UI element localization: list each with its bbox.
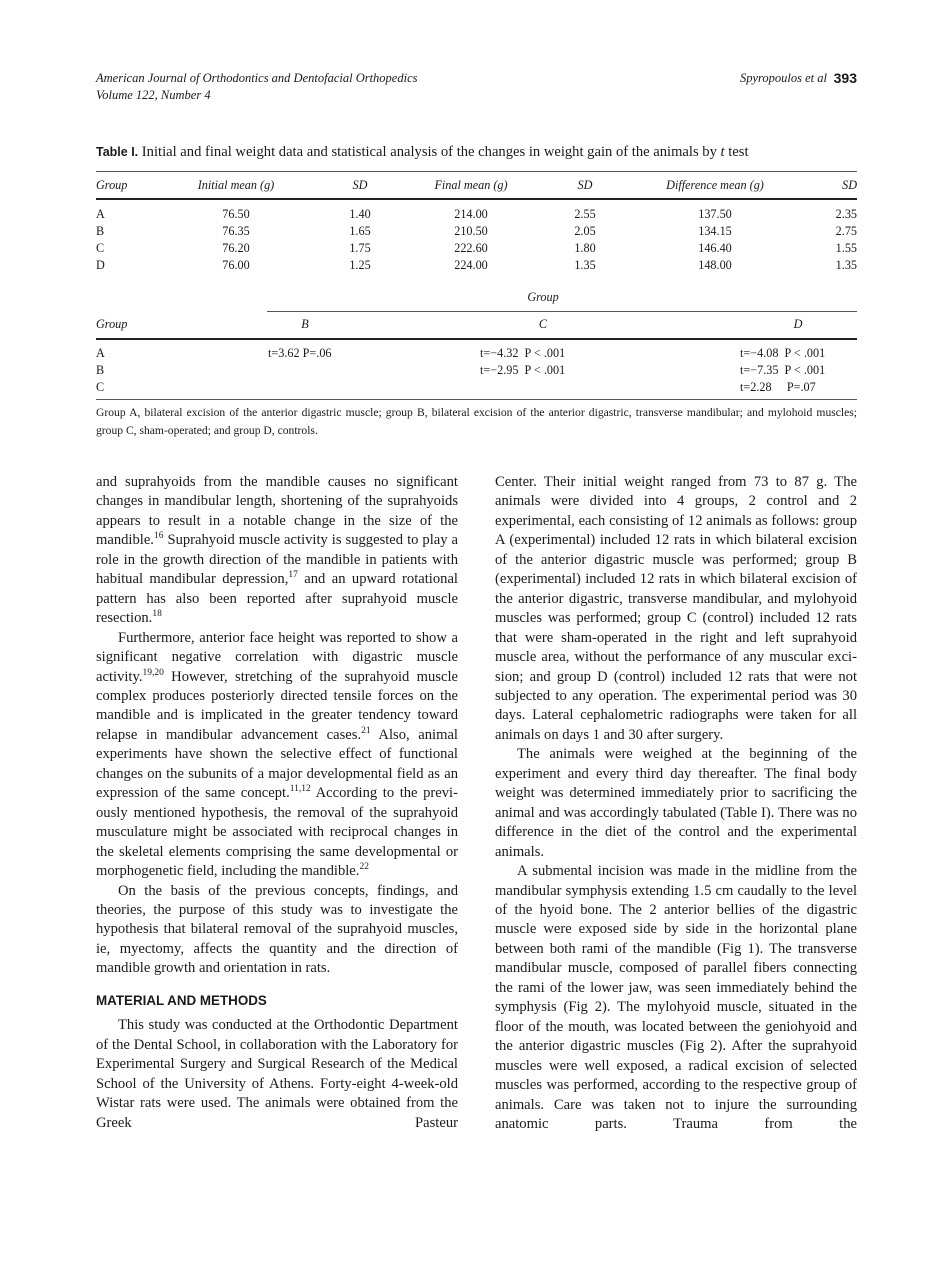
table-cell: 2.55 — [574, 207, 596, 221]
table-label: Table I. — [96, 145, 139, 159]
paragraph-text: On the basis of the previous concepts, findings, and theories, the purpose of this study was to investigate the hypothesis that bilateral removal of the suprahyoid muscles, ie, myectomy, affects the quantity and the direction of mandible growth and orientation in rats. — [96, 882, 458, 977]
body-paragraph — [495, 862, 857, 1134]
column-header: SD — [352, 178, 368, 192]
journal-volume: Volume 122, Number 4 — [96, 88, 211, 102]
row-group-label: A — [96, 207, 105, 221]
paragraph-text: The animals were weighed at the beginning of the experiment and every third day thereafter. The final body weight was determined immediately prior to sacrificing the animal and was accordingly tabulated (Table I). There was no difference in the diet of the control and the experimental animals. — [495, 746, 857, 860]
paragraph-text: Furthermore, anterior face height was reported to show a significant negative correlation with digastric muscle activity. — [96, 629, 458, 685]
column-header: Group — [96, 178, 128, 192]
table-cell: 1.35 — [574, 258, 596, 272]
reference-citation: 11,12 — [289, 784, 311, 795]
right-column — [495, 473, 857, 1134]
comparison-column-header: B — [301, 317, 309, 331]
paragraph-text: However, stretching of the suprahyoid muscle complex produces posteriorly directed tensile forces on the mandible and is implicated in the greater tendency toward relapse in mandibular advancement cases. — [96, 668, 458, 743]
column-header: Initial mean (g) — [197, 178, 275, 192]
paragraph-text: According to the previously mentioned hypothesis, the removal of the suprahyoid musculature might be associated with reciprocal changes in the skeletal elements comprising the same developmental or morphogenetic field, including the mandible. — [96, 785, 458, 880]
table-cell: 76.50 — [222, 207, 250, 221]
row-group-label: D — [96, 258, 105, 272]
group-span-rule — [267, 311, 857, 312]
column-header: SD — [577, 178, 593, 192]
body-paragraph — [96, 882, 458, 979]
body-paragraph — [495, 745, 857, 862]
comparison-group-header: Group — [527, 290, 559, 304]
section-heading: MATERIAL AND METHODS — [96, 992, 267, 1008]
table-cell: 222.60 — [454, 241, 488, 255]
t-test-result: t=−4.08 P < .001 — [740, 346, 826, 360]
table-cell: 210.50 — [454, 224, 488, 238]
body-paragraph — [96, 629, 458, 882]
table-cell: 137.50 — [698, 207, 732, 221]
paragraph-text: This study was conducted at the Orthodontic Department of the Dental School, in collaboration with the Laboratory for Experimental Surgery and Surgical Research of the Medical School of the University of Athens. Forty-eight 4-week-old Wistar rats were used. The animals were obtained from the Greek Pasteur — [96, 1017, 458, 1131]
t-test-result: t=−7.35 P < .001 — [740, 363, 826, 377]
body-paragraph — [96, 473, 458, 629]
table-cell: 1.35 — [835, 258, 857, 272]
t-test-result: t=−2.95 P < .001 — [480, 363, 566, 377]
column-header: Final mean (g) — [434, 178, 508, 192]
row-group-label: C — [96, 380, 105, 394]
caption-text: Initial and final weight data and statistical analysis of the changes in weight gain of the animals by — [141, 144, 721, 160]
table-top-rule — [96, 171, 857, 172]
table-cell: 1.55 — [835, 241, 857, 255]
table-cell: 134.15 — [698, 224, 732, 238]
table-cell: 1.40 — [349, 207, 371, 221]
table-cell: 224.00 — [454, 258, 488, 272]
row-group-label: B — [96, 224, 105, 238]
paragraph-text: Also, animal experiments have shown the selective effect of functional changes on the subunits of a major developmental field as an expression of the same concept. — [96, 726, 458, 802]
table-caption — [96, 144, 856, 161]
table-cell: 1.65 — [349, 224, 371, 238]
table-footnote: Group A, bilateral excision of the anterior digastric muscle; group B, bilateral excision of the anterior digastric, transverse mandibular; and mylohoid muscles; group C, sham-operated; and group D, controls. — [96, 406, 857, 437]
table-bottom-rule — [96, 399, 857, 400]
table-cell: 2.75 — [835, 224, 857, 238]
body-paragraph — [495, 473, 857, 745]
table-cell: 148.00 — [698, 258, 732, 272]
body-paragraph — [96, 1016, 458, 1133]
comparison-column-header: D — [793, 317, 803, 331]
caption-italic: t — [720, 144, 725, 160]
comparison-column-header: Group — [96, 317, 128, 331]
t-test-result: t=3.62 P=.06 — [268, 346, 332, 360]
table-cell: 76.20 — [222, 241, 250, 255]
reference-citation: 17 — [288, 570, 298, 581]
left-column — [96, 473, 458, 1133]
reference-citation: 22 — [359, 862, 369, 873]
table-cell: 146.40 — [698, 241, 732, 255]
paragraph-text: Center. Their initial weight ranged from 73 to 87 g. The animals were divided into 4 groups, 2 control and 2 experimental, each consisting of 12 animals as follows: group A (experimental) included 12 rats in which bilateral excision of the anterior digastric muscle was performed; group B (experimental) included 12 rats in which bilateral excision of the anterior digastric, transverse mandibular, and mylohyoid muscles was performed; group C (control) included 12 rats that were sham-operated in the right and left suprahyoid muscle area, without the performance of any muscular excision; and group D (control) included 12 rats that were not subjected to any operation. The experimental period was 30 days. Lateral cephalometric radiographs were taken for all animals on days 1 and 30 after surgery. — [495, 474, 857, 743]
row-group-label: C — [96, 241, 105, 255]
table-cell: 2.35 — [835, 207, 857, 221]
caption-end: test — [724, 144, 749, 160]
table-cell: 1.25 — [349, 258, 371, 272]
paragraph-text: Suprahyoid muscle activity is suggested to play a role in the growth direction of the mandible in patients with habitual mandibular depression, — [96, 532, 458, 588]
comparison-column-header: C — [538, 317, 548, 331]
reference-citation: 21 — [361, 725, 371, 736]
page-number: 393 — [833, 70, 857, 86]
table-cell: 76.35 — [222, 224, 250, 238]
reference-citation: 18 — [152, 609, 162, 620]
table-cell: 2.05 — [574, 224, 596, 238]
journal-title: American Journal of Orthodontics and Dentofacial Orthopedics — [96, 71, 418, 85]
t-test-result: t=−4.32 P < .001 — [480, 346, 566, 360]
table-cell: 1.80 — [574, 241, 596, 255]
paragraph-text: and suprahyoids from the mandible causes no significant changes in mandibular length, shortening of the suprahyoids appears to result in a notable change in the size of the mandible. — [96, 474, 458, 549]
column-header: Difference mean (g) — [666, 178, 764, 192]
paragraph-text: A submental incision was made in the midline from the mandibular symphysis extending 1.5 cm caudally to the level of the hyoid bone. The 2 anterior bellies of the digastric muscle were exposed side by side in the horizontal plane between both rami of the mandible (Fig 1). The transverse mandibular muscle, composed of parallel fibers connecting the rami of the lower jaw, was seen immediately behind the symphysis (Fig 2). The mylohyoid muscle, situated in the floor of the mouth, was located between the geniohyoid and the anterior digastric muscles (Fig 2). After the suprahyoid muscles were well exposed, a radical excision of selected muscles was performed, according to the respective group of animals. Care was taken not to injure the surrounding anatomic parts. Trauma from the — [495, 863, 857, 1132]
paragraph-text: and an upward rotational pattern has also been reported after suprahyoid muscle resection. — [96, 571, 458, 627]
row-group-label: B — [96, 363, 105, 377]
running-header — [96, 70, 418, 104]
t-test-result: t=2.28 P=.07 — [740, 380, 816, 394]
running-authors: Spyropoulos et al — [739, 71, 827, 85]
column-header: SD — [842, 178, 857, 192]
table-cell: 76.00 — [222, 258, 250, 272]
table-cell: 1.75 — [349, 241, 371, 255]
table-cell: 214.00 — [454, 207, 488, 221]
row-group-label: A — [96, 346, 105, 360]
comparison-header-rule — [96, 338, 857, 340]
reference-citation: 19,20 — [142, 667, 164, 678]
table-header-rule — [96, 198, 857, 200]
reference-citation: 16 — [153, 531, 164, 542]
